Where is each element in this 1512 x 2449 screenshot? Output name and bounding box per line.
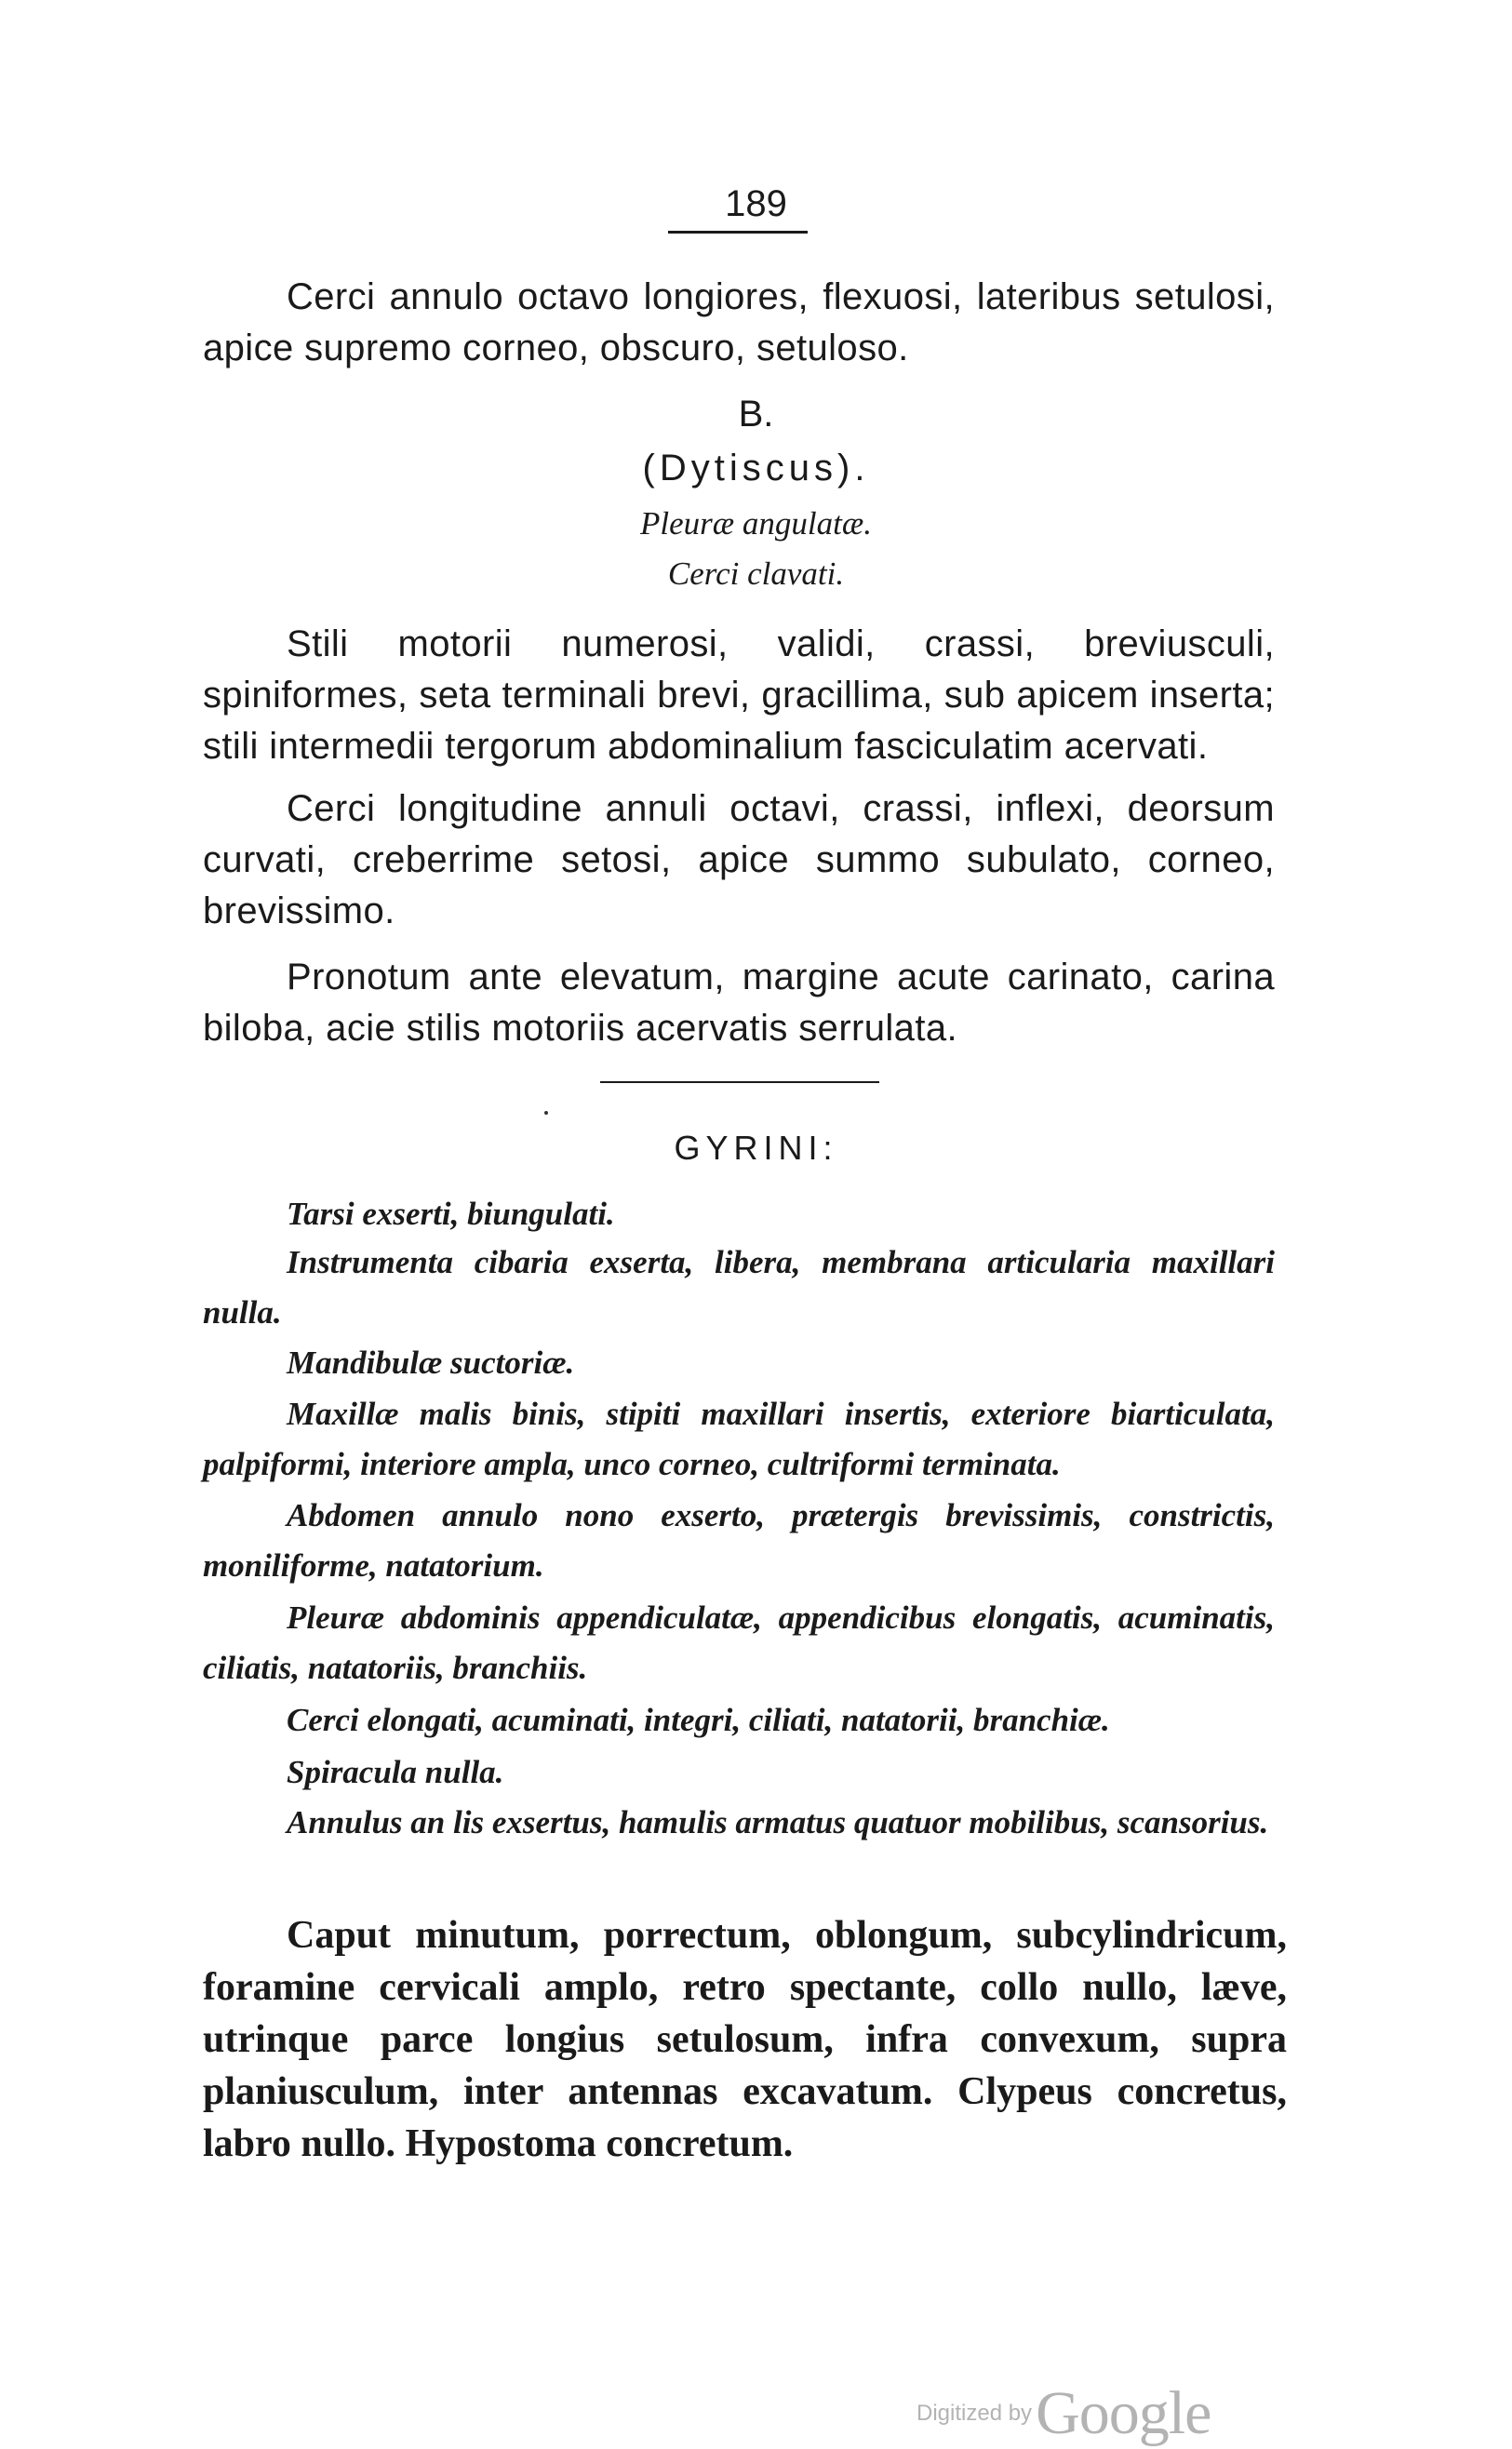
gyrini-line-pleurae: Pleuræ abdominis appendiculatæ, appendicibus elongatis, acuminatis, ciliatis, natatoriis, branchiis. <box>203 1599 1275 1686</box>
gyrini-line-tarsi: Tarsi exserti, biungulati. <box>287 1196 615 1232</box>
separator-dot <box>544 1111 548 1115</box>
watermark-prefix: Digitized by <box>917 2401 1033 2426</box>
gyrini-line-spiracula: Spiracula nulla. <box>287 1754 504 1790</box>
caput-paragraph: Caput minutum, porrectum, oblongum, subcylindricum, foramine cervicali amplo, retro spectante, collo nullo, læve, utrinque parce longius setulosum, infra convexum, supra planiusculum, inter antennas excavatum. Clypeus concretus, labro nullo. Hypostoma concretum. <box>203 1914 1287 2165</box>
gyrini-line-instrumenta: Instrumenta cibaria exserta, libera, membrana articularia maxillari nulla. <box>203 1244 1275 1331</box>
stili-paragraph: Stili motorii numerosi, validi, crassi, breviusculi, spiniformes, seta terminali brevi, gracillima, sub apicem inserta; stili intermedii tergorum abdominalium fasciculatim acervati. <box>203 623 1275 767</box>
google-logo: Google <box>1036 2379 1211 2447</box>
gyrini-line-maxillae: Maxillæ malis binis, stipiti maxillari insertis, exteriore biarticulata, palpiformi, interiore ampla, unco corneo, cultriformi terminata. <box>203 1396 1275 1482</box>
gyrini-heading: GYRINI: <box>674 1129 838 1167</box>
section-letter: B. <box>738 394 774 435</box>
section-character-2: Cerci clavati. <box>667 555 845 592</box>
page-number: 189 <box>725 183 787 224</box>
section-genus: (Dytiscus). <box>642 448 870 488</box>
gyrini-line-cerci: Cerci elongati, acuminati, integri, ciliati, natatorii, branchiæ. <box>287 1702 1110 1738</box>
section-character-1: Pleuræ angulatæ. <box>640 505 872 542</box>
cerci-paragraph: Cerci longitudine annuli octavi, crassi, inflexi, deorsum curvati, creberrime setosi, apice summo subulato, corneo, brevissimo. <box>203 788 1275 931</box>
gyrini-line-mandibulae: Mandibulæ suctoriæ. <box>287 1345 575 1381</box>
digitized-watermark <box>917 2378 1211 2449</box>
section-separator <box>600 1081 879 1083</box>
pronotum-paragraph: Pronotum ante elevatum, margine acute carinato, carina biloba, acie stilis motoriis acervatis serrulata. <box>203 957 1275 1049</box>
intro-paragraph: Cerci annulo octavo longiores, flexuosi, lateribus setulosi, apice supremo corneo, obscuro, setuloso. <box>203 276 1275 368</box>
gyrini-line-abdomen: Abdomen annulo nono exserto, prætergis brevissimis, constrictis, moniliforme, natatorium. <box>203 1497 1275 1584</box>
page-number-underline <box>668 231 808 234</box>
gyrini-line-annulus: Annulus an lis exsertus, hamulis armatus quatuor mobilibus, scansorius. <box>287 1804 1269 1840</box>
